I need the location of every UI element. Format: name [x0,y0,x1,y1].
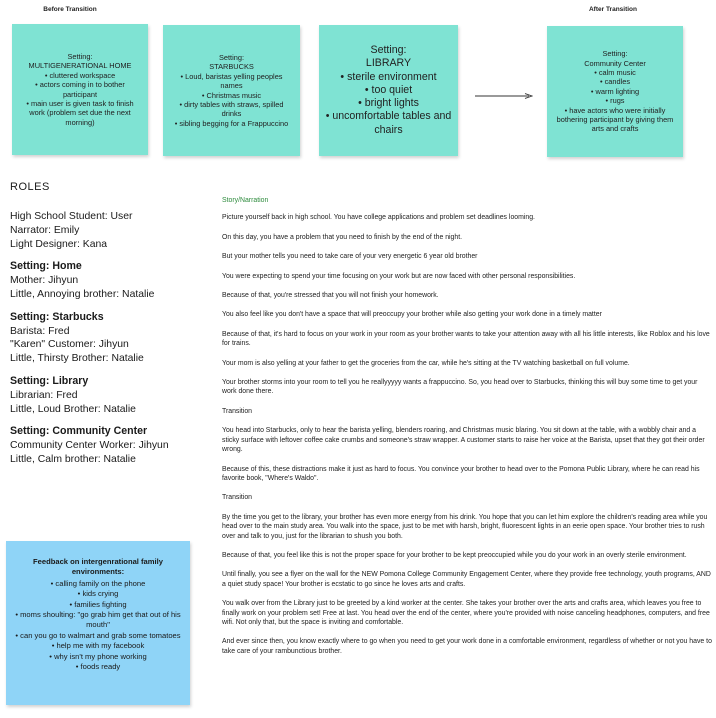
story-paragraph: But your mother tells you need to take care of your very energetic 6 year old brother [222,253,478,261]
story-paragraph: Because of this, these distractions make it just as hard to focus. You convince your brother to head over to the Pomona Public Library, where he can read his favorite book, "Where's Waldo". [222,465,700,482]
sticky-setting-starbucks [163,25,300,156]
roles-heading-home: Setting: Home [10,260,82,273]
sticky-starbucks-subtitle: STARBUCKS [209,62,254,72]
sticky-starbucks-bullet: • Christmas music [201,90,262,100]
story-narration [222,196,712,666]
feedback-item: • calling family on the phone [50,578,146,588]
role-line: Little, Annoying brother: Natalie [10,288,155,300]
transition-arrow-icon [475,93,533,99]
role-line: Light Designer: Kana [10,238,108,250]
roles-heading-library: Setting: Library [10,374,89,387]
sticky-home-subtitle: MULTIGENERATIONAL HOME [28,61,132,71]
role-line: Community Center Worker: Jihyun [10,440,169,452]
sticky-starbucks-bullet: • sibling begging for a Frappuccino [174,118,289,128]
story-paragraph: Until finally, you see a flyer on the wall for the NEW Pomona College Community Engagement Center, where they provide free technology, youth programs, AND a quiet study space! Your brother is ecstatic to go since he loves arts and crafts. [222,571,711,588]
roles-group-library [10,375,220,416]
roles-group-starbucks [10,311,220,366]
role-line: Little, Calm brother: Natalie [10,453,136,465]
feedback-item: • foods ready [75,662,121,672]
sticky-home-bullet: • cluttered workspace [44,70,116,80]
sticky-starbucks-bullet: • dirty tables with straws, spilled drinks [179,99,284,119]
story-transition: Transition [222,494,252,502]
story-paragraph: You were expecting to spend your time focusing on your work but are now faced with other personal responsibilities. [222,272,576,280]
after-transition-header: After Transition [588,6,638,13]
story-paragraph: You also feel like you don't have a space that will preoccupy your brother while also getting your work done in a timely matter [222,311,602,319]
sticky-library-bullet: • too quiet [364,83,413,96]
story-paragraph: Because of that, you're stressed that you will not finish your homework. [222,292,439,300]
sticky-library-bullet: • sterile environment [340,70,437,83]
sticky-setting-library [319,25,458,156]
sticky-starbucks-title: Setting: [218,52,245,62]
story-paragraph: And ever since then, you know exactly where to go when you need to get your work done in a comfortable environment, regardless of whether or not you have to take care of your rambunctious brother. [222,638,712,655]
story-paragraph: Your mom is also yelling at your father to get the groceries from the car, while he's sitting at the TV watching basketball on full volume. [222,359,630,367]
roles-group-community-center [10,425,220,466]
role-line: Barista: Fred [10,325,70,337]
sticky-community-bullet: • calm music [594,67,636,77]
story-transition: Transition [222,407,252,415]
story-paragraph: Because of that, it's hard to focus on your work in your room as your brother wants to take your attention away with all his little interests, like Roblox and his love for trains. [222,330,710,348]
roles-group-home [10,260,220,301]
sticky-library-bullet: • bright lights [358,97,419,110]
before-transition-header: Before Transition [43,6,97,13]
sticky-community-bullet: • candles [599,77,631,87]
feedback-item: • kids crying [77,589,119,599]
roles-heading-community-center: Setting: Community Center [10,425,148,438]
story-title: Story/Narration [222,197,269,204]
story-paragraph: By the time you get to the library, your brother has even more energy from his drink. You hope that you can let him explore the children's reading area while you head over to the main study area. You walk into the space, just to be met with harsh, bright, fluorescent lights in an eerie open space. Your brother tries to rush over and talk to you, just for the librarian to shush you both. [222,513,708,540]
role-line: Little, Thirsty Brother: Natalie [10,353,144,365]
feedback-item: • help me with my facebook [51,641,145,651]
feedback-item: • families fighting [69,599,127,609]
story-paragraph: Picture yourself back in high school. You have college applications and problem set deadlines looming. [222,214,535,222]
feedback-sticky-note [6,541,190,705]
sticky-library-subtitle: LIBRARY [365,57,412,70]
story-paragraph: You walk over from the Library just to be greeted by a kind worker at the center. She takes your brother over the arts and crafts area, which leaves you free to finally work on your problem set! Free at last. You head over the end of the center, where you're provided with noise canceling headphones, computers, and free wifi. Not only that, but the space is inviting and comfortable. [222,600,710,626]
sticky-community-subtitle: Community Center [584,58,646,68]
sticky-community-title: Setting: [602,49,628,59]
sticky-home-bullet: • main user is given task to finish work (problem set due the next morning) [26,98,134,127]
role-line: High School Student: User [10,211,133,222]
sticky-community-bullet: • have actors who were initially bothering participant by giving them arts and crafts [556,105,674,134]
sticky-setting-community-center [547,26,683,157]
role-line: Little, Loud Brother: Natalie [10,403,136,415]
sticky-starbucks-bullet: • Loud, baristas yelling peoples names [180,71,283,91]
roles-title: ROLES [10,181,50,193]
role-line: Mother: Jihyun [10,275,79,287]
feedback-item: • why isn't my phone working [49,651,147,661]
sticky-library-title: Setting: [370,44,407,57]
story-paragraph: Because of that, you feel like this is not the proper space for your brother to be kept preoccupied while you do your work in an overly sterile environment. [222,551,687,559]
roles-intro-group [10,210,220,251]
sticky-community-bullet: • rugs [605,96,625,106]
sticky-home-bullet: • actors coming in to bother participant [35,80,125,99]
role-line: "Karen" Customer: Jihyun [10,339,129,351]
feedback-title: Feedback on intergenrational family environments: [33,557,163,577]
story-paragraph: Your brother storms into your room to tell you he reallyyyyy wants a frappuccino. So, you head over to Starbucks, thinking this will buy some time to get your work done there. [222,379,698,396]
role-line: Narrator: Emily [10,224,80,236]
story-paragraph: On this day, you have a problem that you need to finish by the end of the night. [222,233,463,241]
sticky-community-bullet: • warm lighting [590,86,640,96]
feedback-item: • moms shoulting: "go grab him get that out of his mouth" [15,610,181,630]
sticky-home-title: Setting: [67,51,93,61]
sticky-setting-home [12,24,148,155]
story-paragraph: You head into Starbucks, only to hear the barista yelling, blenders roaring, and Christmas music blaring. You sit down at the table, with a wobbly chair and a sticky surface with leftover coffee cake crumbs and someone's straw wrapper. A customer starts to raise her voice at the Barista, upset that they got their order wrong. [222,427,705,454]
roles-list [10,210,220,476]
roles-heading-starbucks: Setting: Starbucks [10,310,104,323]
sticky-library-bullet: • uncomfortable tables and chairs [325,110,452,136]
feedback-item: • can you go to walmart and grab some tomatoes [15,630,181,640]
role-line: Librarian: Fred [10,389,78,401]
